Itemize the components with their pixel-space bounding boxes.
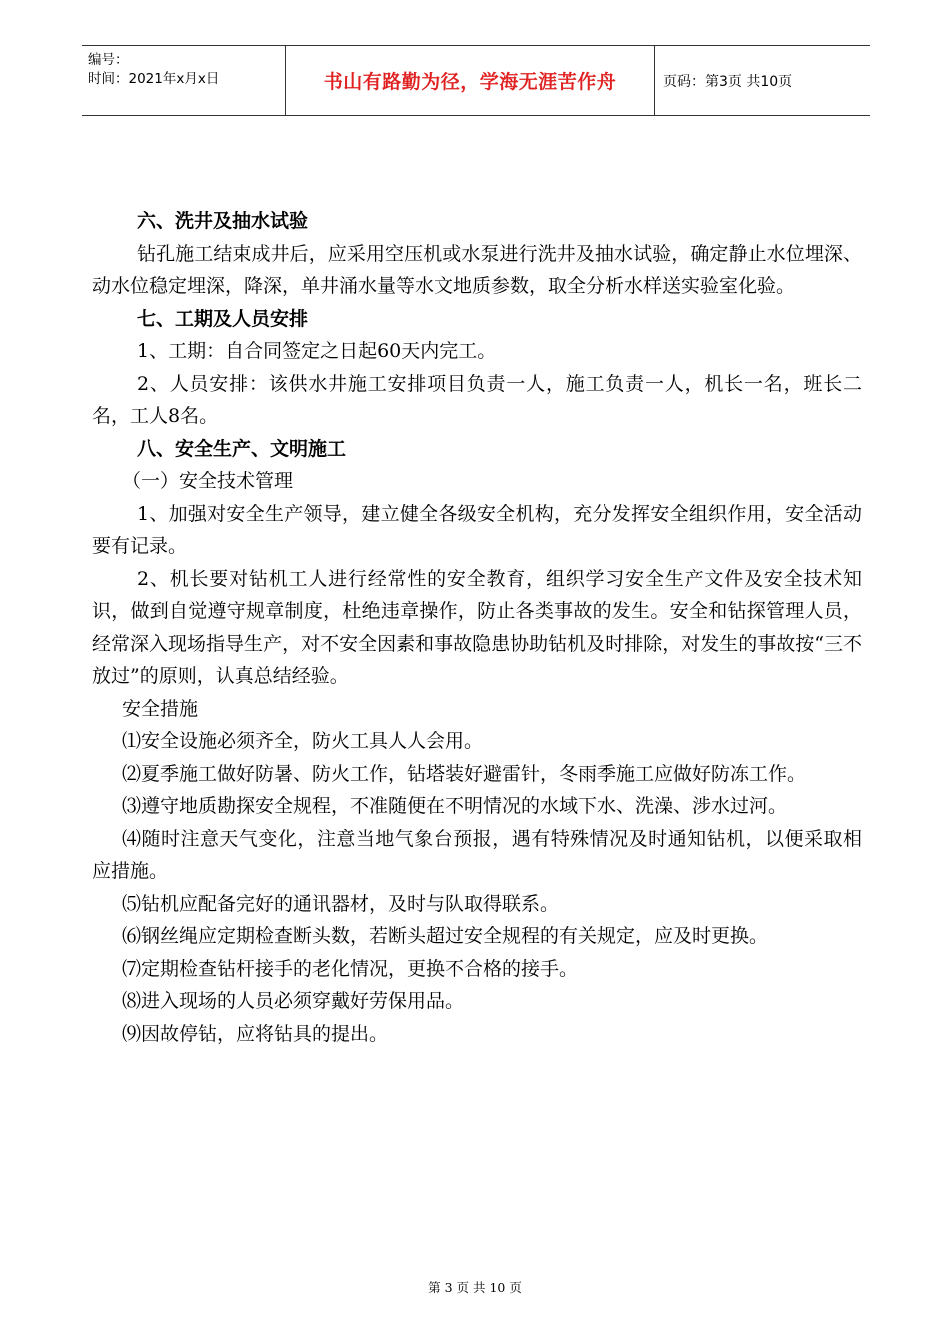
list-item: ⑴安全设施必须齐全，防火工具人人会用。	[122, 730, 484, 752]
list-item: ⑼因故停钻，应将钻具的提出。	[122, 1022, 389, 1045]
list-item: ⑵夏季施工做好防暑、防火工作，钻塔装好避雷针，冬雨季施工应做好防冻工作。	[122, 762, 807, 785]
list-item: ⑻进入现场的人员必须穿戴好劳保用品。	[122, 990, 465, 1012]
page-footer: 第 3 页 共 10 页	[428, 1280, 522, 1295]
paragraph: 2、机长要对钻机工人进行经常性的安全教育，组织学习安全生产文件及安全技术知识，做到自觉遵守规章制度，杜绝违章操作，防止各类事故的发生。安全和钻探管理人员，经常深入现场指导生产，对不安全因素和事故隐患协助钻机及时排除，对发生的事故按“三不放过”的原则，认真总结经验。	[92, 567, 862, 687]
document-body	[92, 205, 862, 1050]
paragraph: 1、加强对安全生产领导，建立健全各级安全机构，充分发挥安全组织作用，安全活动要有记录。	[92, 502, 862, 557]
document-time-label: 时间：2021年x月x日	[88, 71, 220, 87]
header-motto: 书山有路勤为径，学海无涯苦作舟	[323, 71, 617, 93]
header-page-info: 页码：第3页 共10页	[663, 73, 793, 90]
list-item: ⑺定期检查钻杆接手的老化情况，更换不合格的接手。	[122, 957, 579, 980]
header-meta	[88, 51, 219, 89]
measures-heading: 安全措施	[122, 697, 199, 720]
paragraph: 1、工期：自合同签定之日起60天内完工。	[137, 340, 497, 362]
subsection-heading: （一）安全技术管理	[122, 470, 294, 492]
header-divider	[654, 46, 655, 115]
list-item: ⑸钻机应配备完好的通讯器材，及时与队取得联系。	[122, 892, 560, 915]
section-heading-7: 七、工期及人员安排	[137, 307, 309, 330]
document-number-label: 编号：	[88, 52, 129, 68]
paragraph: 钻孔施工结束成井后，应采用空压机或水泵进行洗井及抽水试验，确定静止水位埋深、动水位稳定埋深，降深，单井涌水量等水文地质参数，取全分析水样送实验室化验。	[92, 242, 862, 297]
list-item: ⑹钢丝绳应定期检查断头数，若断头超过安全规程的有关规定，应及时更换。	[122, 925, 769, 947]
page-header	[82, 45, 870, 116]
list-item: ⑶遵守地质勘探安全规程，不准随便在不明情况的水域下水、洗澡、涉水过河。	[122, 795, 788, 817]
list-item: ⑷随时注意天气变化，注意当地气象台预报，遇有特殊情况及时通知钻机，以便采取相应措施。	[92, 827, 862, 882]
section-heading-6: 六、洗井及抽水试验	[137, 210, 309, 232]
paragraph: 2、人员安排：该供水井施工安排项目负责一人，施工负责一人，机长一名，班长二名，工人8名。	[92, 372, 862, 427]
section-heading-8: 八、安全生产、文明施工	[137, 437, 347, 460]
